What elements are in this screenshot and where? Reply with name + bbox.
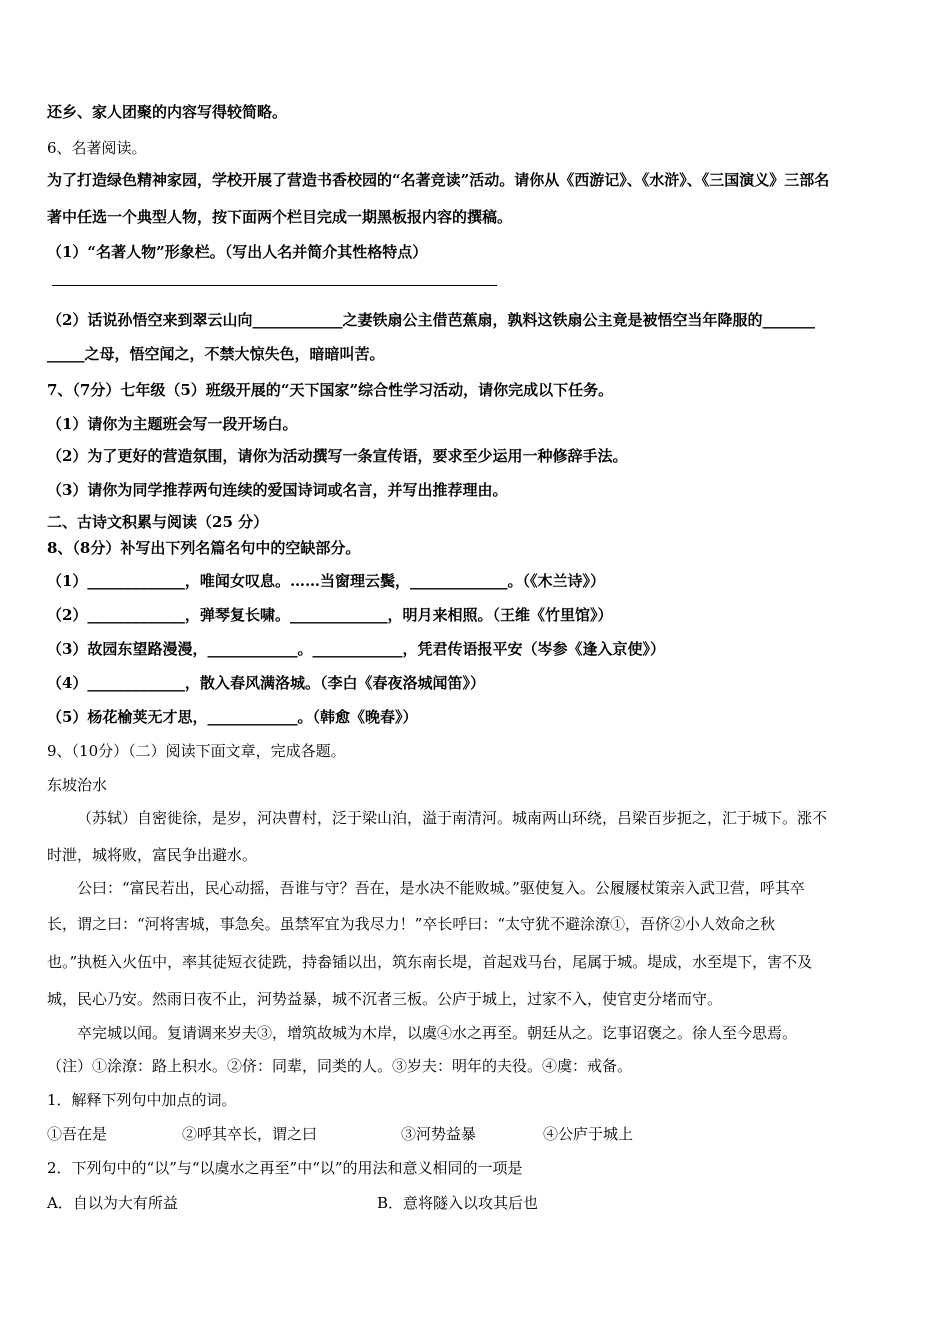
text-line: （4）_____________，散入春风满洛城。（李白《春夜洛城闻笛》） bbox=[47, 674, 485, 692]
sub-question-2: 2．下列句中的“以”与“以虞水之再至”中“以”的用法和意义相同的一项是 bbox=[47, 1159, 523, 1177]
article-title: 东坡治水 bbox=[47, 776, 108, 794]
word-item: ④公庐于城上 bbox=[543, 1125, 634, 1143]
article-paragraph: 卒完城以闻。复请调来岁夫③，增筑故城为木岸，以虞④水之再至。朝廷从之。讫事诏褒之。徐人至今思焉。 bbox=[77, 1024, 798, 1042]
text-line: （5）杨花榆荚无才思，____________。（韩愈《晚春》） bbox=[47, 708, 418, 726]
option-b: B．意将隧入以攻其后也 bbox=[377, 1194, 539, 1212]
question-7-heading: 7、（7分）七年级（5）班级开展的“天下国家”综合性学习活动，请你完成以下任务。 bbox=[47, 381, 614, 399]
question-8-heading: 8、（8分）补写出下列名篇名句中的空缺部分。 bbox=[47, 539, 361, 557]
text-line: 著中任选一个典型人物，按下面两个栏目完成一期黑板报内容的撰稿。 bbox=[47, 208, 513, 226]
section-heading: 二、古诗文积累与阅读（25 分） bbox=[47, 513, 269, 531]
text-line: （3）请你为同学推荐两句连续的爱国诗词或名言，并写出推荐理由。 bbox=[47, 481, 508, 499]
question-6-heading: 6、名著阅读。 bbox=[47, 139, 147, 157]
article-notes: （注）①涂潦：路上积水。②侪：同辈，同类的人。③岁夫：明年的夫役。④虞：戒备。 bbox=[47, 1057, 633, 1075]
answer-blank-line bbox=[52, 285, 497, 286]
text-line: _____之母，悟空闻之，不禁大惊失色，暗暗叫苦。 bbox=[47, 345, 385, 363]
sub-question-1: 1．解释下列句中加点的词。 bbox=[47, 1091, 237, 1109]
article-paragraph: 长，谓之曰：“河将害城，事急矣。虽禁军宜为我尽力！”卒长呼曰：“太守犹不避涂潦①，吾侪②小人效命之秋 bbox=[47, 915, 776, 933]
text-line: （2）话说孙悟空来到翠云山向____________之妻铁扇公主借芭蕉扇，孰料这铁扇公主竟是被悟空当年降服的_______ bbox=[47, 311, 815, 329]
article-paragraph: 时泄，城将败，富民争出避水。 bbox=[47, 846, 258, 864]
article-paragraph: 城，民心乃安。然雨日夜不止，河势益暴，城不沉者三板。公庐于城上，过家不入，使官吏分堵而守。 bbox=[47, 990, 723, 1008]
article-paragraph: 公曰：“富民若出，民心动摇，吾谁与守？吾在，是水决不能败城。”驱使复入。公履屦杖策亲入武卫营，呼其卒 bbox=[77, 879, 805, 897]
word-item: ③河势益暴 bbox=[401, 1125, 477, 1143]
article-paragraph: 也。”执梃入火伍中，率其徒短衣徒跣，持畚锸以出，筑东南长堤，首起戏马台，尾属于城。堤成，水至堤下，害不及 bbox=[47, 953, 813, 971]
article-paragraph: （苏轼）自密徙徐，是岁，河决曹村，泛于梁山泊，溢于南清河。城南两山环绕，吕梁百步扼之，汇于城下。涨不 bbox=[77, 809, 828, 827]
text-line: （1）“名著人物”形象栏。（写出人名并简介其性格特点） bbox=[47, 243, 428, 261]
text-line: 为了打造绿色精神家园，学校开展了营造书香校园的“名著竞读”活动。请你从《西游记》、《水浒》、《三国演义》三部名 bbox=[47, 171, 830, 189]
question-9-heading: 9、（10分）（二）阅读下面文章，完成各题。 bbox=[47, 742, 346, 760]
text-line: （2）为了更好的营造氛围，请你为活动撰写一条宣传语，要求至少运用一种修辞手法。 bbox=[47, 447, 628, 465]
text-line: （3）故园东望路漫漫，____________。____________，凭君传语报平安（岑参《逢入京使》） bbox=[47, 640, 665, 658]
text-line: （1）请你为主题班会写一段开场白。 bbox=[47, 415, 298, 433]
word-item: ①吾在是 bbox=[47, 1125, 108, 1143]
text-line: （1）_____________，唯闻女叹息。……当窗理云鬓，_____________。（《木兰诗》） bbox=[47, 572, 605, 590]
text-line: （2）_____________，弹琴复长啸。_____________，明月来相照。（王维《竹里馆》） bbox=[47, 606, 613, 624]
word-item: ②呼其卒长，谓之曰 bbox=[182, 1125, 318, 1143]
text-line: 还乡、家人团聚的内容写得较简略。 bbox=[47, 103, 288, 121]
option-a: A．自以为大有所益 bbox=[47, 1194, 178, 1212]
